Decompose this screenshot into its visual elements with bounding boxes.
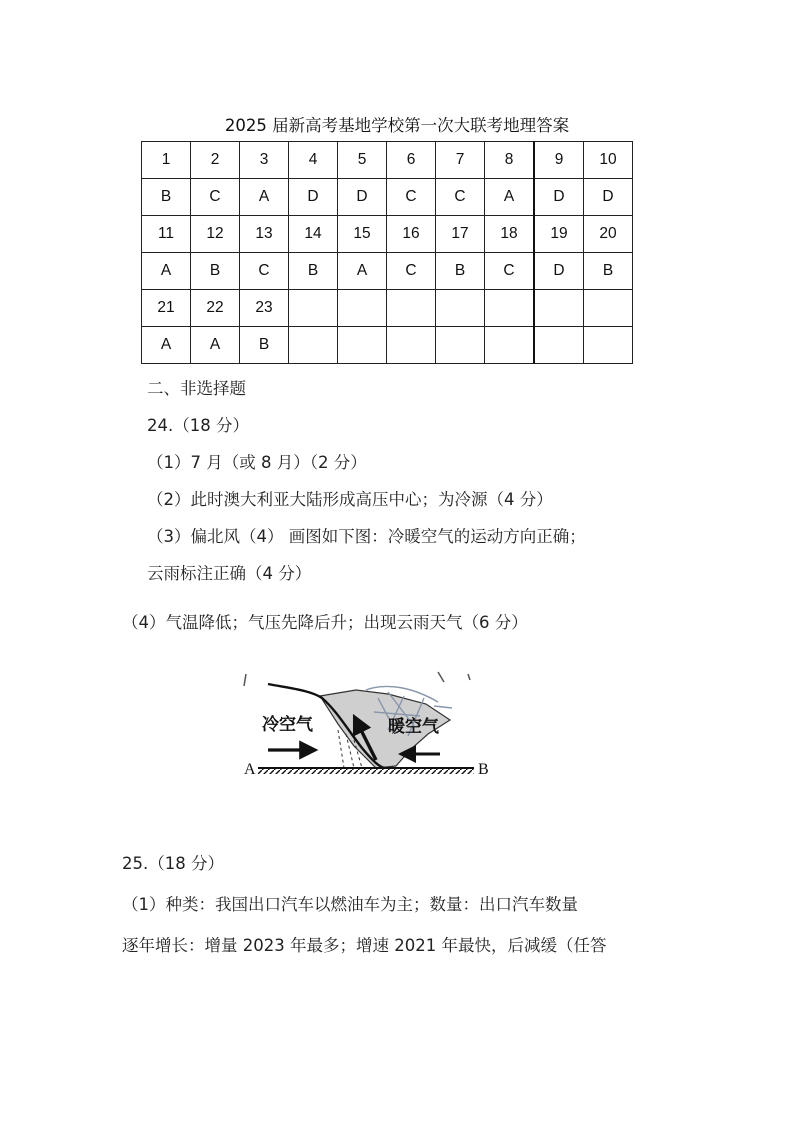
section-heading: 二、非选择题 bbox=[147, 379, 246, 398]
table-cell: C bbox=[387, 179, 436, 216]
table-cell: 16 bbox=[387, 216, 436, 253]
hand-sketch-marks-left bbox=[244, 674, 246, 686]
table-cell bbox=[338, 290, 387, 327]
q24-answer-3-line-1: （3）偏北风（4） 画图如下图：冷暖空气的运动方向正确； bbox=[147, 527, 586, 546]
table-cell: 22 bbox=[191, 290, 240, 327]
point-b-label: B bbox=[478, 761, 489, 778]
table-row bbox=[142, 216, 633, 253]
ground-hatch bbox=[258, 768, 474, 774]
table-cell: B bbox=[240, 327, 289, 364]
table-cell: D bbox=[534, 179, 584, 216]
table-cell bbox=[436, 327, 485, 364]
table-cell: 20 bbox=[584, 216, 633, 253]
table-cell: 6 bbox=[387, 142, 436, 179]
table-cell: A bbox=[191, 327, 240, 364]
table-cell: 21 bbox=[142, 290, 191, 327]
table-cell: B bbox=[142, 179, 191, 216]
table-row bbox=[142, 290, 633, 327]
cold-air-label: 冷空气 bbox=[262, 715, 313, 735]
table-cell: 3 bbox=[240, 142, 289, 179]
table-cell: 17 bbox=[436, 216, 485, 253]
table-cell bbox=[485, 327, 535, 364]
table-cell: C bbox=[387, 253, 436, 290]
table-cell bbox=[387, 327, 436, 364]
q25-answer-1-line-2: 逐年增长：增量 2023 年最多；增速 2021 年最快，后减缓（任答 bbox=[122, 936, 607, 955]
table-cell bbox=[338, 327, 387, 364]
table-cell: 14 bbox=[289, 216, 338, 253]
q24-answer-2: （2）此时澳大利亚大陆形成高压中心；为冷源（4 分） bbox=[147, 490, 553, 509]
table-cell: 18 bbox=[485, 216, 535, 253]
table-row bbox=[142, 179, 633, 216]
table-cell: 9 bbox=[534, 142, 584, 179]
table-cell: B bbox=[191, 253, 240, 290]
table-cell: 12 bbox=[191, 216, 240, 253]
q25-answer-1-line-1: （1）种类：我国出口汽车以燃油车为主；数量：出口汽车数量 bbox=[122, 895, 578, 914]
table-cell bbox=[534, 327, 584, 364]
table-cell: C bbox=[191, 179, 240, 216]
table-cell: A bbox=[485, 179, 535, 216]
table-cell bbox=[584, 290, 633, 327]
table-cell: 23 bbox=[240, 290, 289, 327]
table-row bbox=[142, 327, 633, 364]
point-a-label: A bbox=[244, 761, 256, 778]
table-cell: D bbox=[289, 179, 338, 216]
table-cell: A bbox=[142, 327, 191, 364]
table-row bbox=[142, 142, 633, 179]
table-cell: C bbox=[436, 179, 485, 216]
q24-answer-4: （4）气温降低；气压先降后升；出现云雨天气（6 分） bbox=[122, 613, 528, 632]
table-cell bbox=[436, 290, 485, 327]
table-cell: 13 bbox=[240, 216, 289, 253]
table-cell bbox=[584, 327, 633, 364]
table-cell: D bbox=[534, 253, 584, 290]
table-cell bbox=[534, 290, 584, 327]
table-cell bbox=[387, 290, 436, 327]
table-cell: 2 bbox=[191, 142, 240, 179]
table-cell: 1 bbox=[142, 142, 191, 179]
table-cell bbox=[485, 290, 535, 327]
table-cell: C bbox=[240, 253, 289, 290]
table-cell: B bbox=[436, 253, 485, 290]
table-cell: D bbox=[584, 179, 633, 216]
table-cell bbox=[289, 327, 338, 364]
table-cell: A bbox=[338, 253, 387, 290]
table-cell: 15 bbox=[338, 216, 387, 253]
q24-answer-1: （1）7 月（或 8 月）（2 分） bbox=[147, 453, 367, 472]
page-title: 2025 届新高考基地学校第一次大联考地理答案 bbox=[224, 116, 570, 135]
table-cell: 11 bbox=[142, 216, 191, 253]
warm-air-label: 暖空气 bbox=[388, 717, 439, 737]
q24-header: 24.（18 分） bbox=[147, 416, 249, 435]
table-cell: C bbox=[485, 253, 535, 290]
table-cell: 4 bbox=[289, 142, 338, 179]
front-diagram bbox=[238, 668, 500, 786]
table-cell: B bbox=[289, 253, 338, 290]
table-cell: 10 bbox=[584, 142, 633, 179]
table-row bbox=[142, 253, 633, 290]
table-cell bbox=[289, 290, 338, 327]
table-cell: D bbox=[338, 179, 387, 216]
table-cell: 19 bbox=[534, 216, 584, 253]
table-cell: 5 bbox=[338, 142, 387, 179]
table-cell: 8 bbox=[485, 142, 535, 179]
table-cell: B bbox=[584, 253, 633, 290]
rain-dashed-line bbox=[338, 730, 344, 768]
table-cell: A bbox=[240, 179, 289, 216]
q24-answer-3-line-2: 云雨标注正确（4 分） bbox=[147, 564, 312, 583]
table-cell: A bbox=[142, 253, 191, 290]
q25-header: 25.（18 分） bbox=[122, 854, 224, 873]
table-cell: 7 bbox=[436, 142, 485, 179]
answer-table bbox=[141, 141, 633, 364]
hand-sketch-marks-right bbox=[438, 672, 470, 682]
